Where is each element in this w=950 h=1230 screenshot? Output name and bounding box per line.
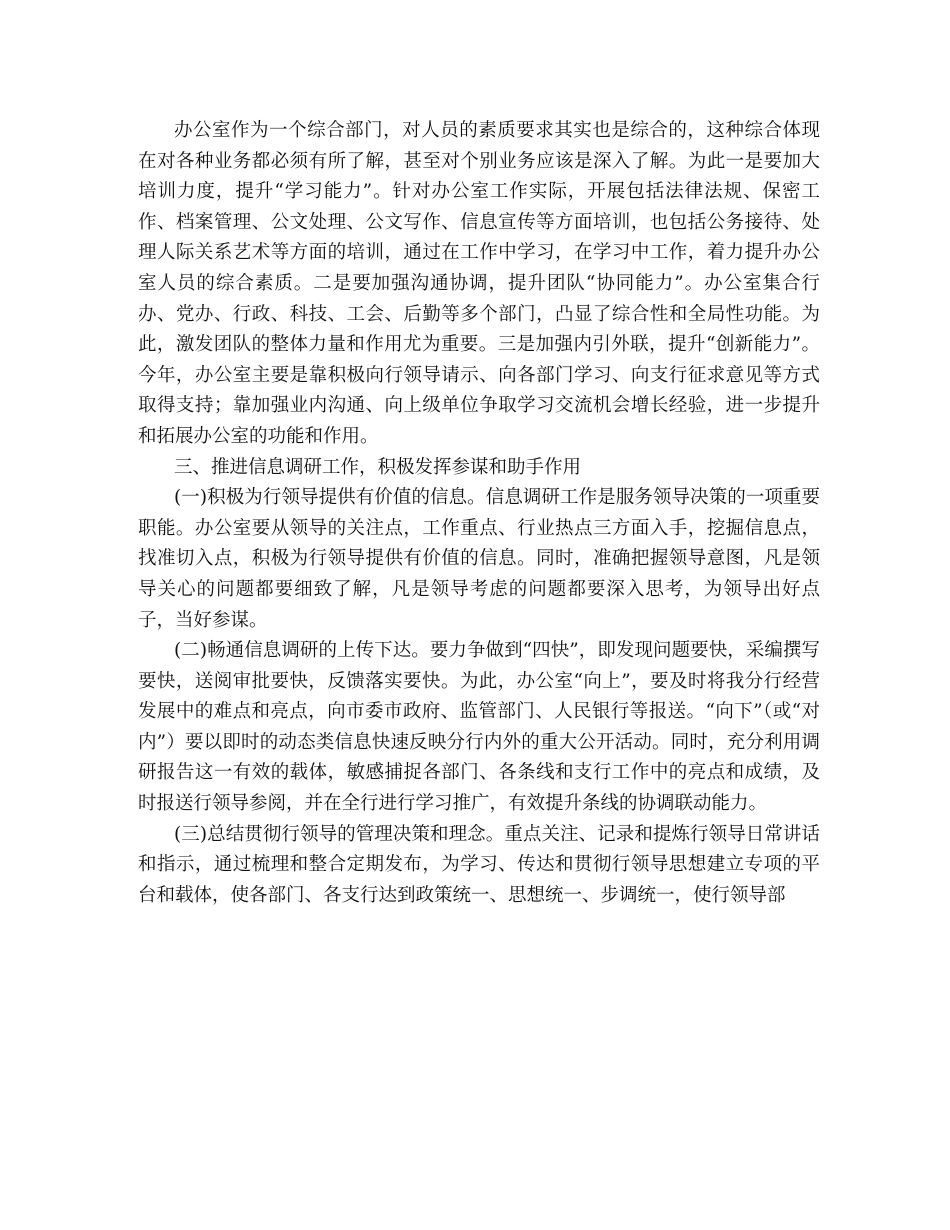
paragraph-smooth-info-flow: (二)畅通信息调研的上传下达。要力争做到“四快”，即发现问题要快，采编撰写要快，送阅审批要快，反馈落实要快。为此，办公室“向上”，要及时将我分行经营发展中的难点和亮点，向市委市政府、监管部门、人民银行等报送。“向下”（或“对内”）要以即时的动态类信息快速反映分行内外的重大公开活动。同时，充分利用调研报告这一有效的载体，敏感捕捉各部门、各条线和支行工作中的亮点和成绩，及时报送行领导参阅，并在全行进行学习推广，有效提升条线的协调联动能力。 [138, 640, 820, 815]
section-heading-info-research: 三、推进信息调研工作，积极发挥参谋和助手作用 [174, 456, 582, 478]
paragraph-office-staff-quality: 办公室作为一个综合部门，对人员的素质要求其实也是综合的，这种综合体现在对各种业务都必须有所了解，甚至对个别业务应该是深入了解。为此一是要加大培训力度，提升“学习能力”。针对办公室工作实际，开展包括法律法规、保密工作、档案管理、公文处理、公文写作、信息宣传等方面培训，也包括公务接待、处理人际关系艺术等方面的培训，通过在工作中学习，在学习中工作，着力提升办公室人员的综合素质。二是要加强沟通协调，提升团队“协同能力”。办公室集合行办、党办、行政、科技、工会、后勤等多个部门，凸显了综合性和全局性功能。为此，激发团队的整体力量和作用尤为重要。三是加强内引外联，提升“创新能力”。今年，办公室主要是靠积极向行领导请示、向各部门学习、向支行征求意见等方式取得支持；靠加强业内沟通、向上级单位争取学习交流机会增长经验，进一步提升和拓展办公室的功能和作用。 [138, 120, 820, 447]
paragraph-provide-valuable-info: (一)积极为行领导提供有价值的信息。信息调研工作是服务领导决策的一项重要职能。办公室要从领导的关注点，工作重点、行业热点三方面入手，挖掘信息点，找准切入点，积极为行领导提供有价值的信息。同时，准确把握领导意图，凡是领导关心的问题都要细致了解，凡是领导考虑的问题都要深入思考，为领导出好点子，当好参谋。 [138, 487, 820, 631]
paragraph-summarize-leadership-decisions: (三)总结贯彻行领导的管理决策和理念。重点关注、记录和提炼行领导日常讲话和指示，通过梳理和整合定期发布，为学习、传达和贯彻行领导思想建立专项的平台和载体，使各部门、各支行达到政策统一、思想统一、步调统一，使行领导部 [138, 823, 820, 906]
document-body [138, 116, 820, 911]
